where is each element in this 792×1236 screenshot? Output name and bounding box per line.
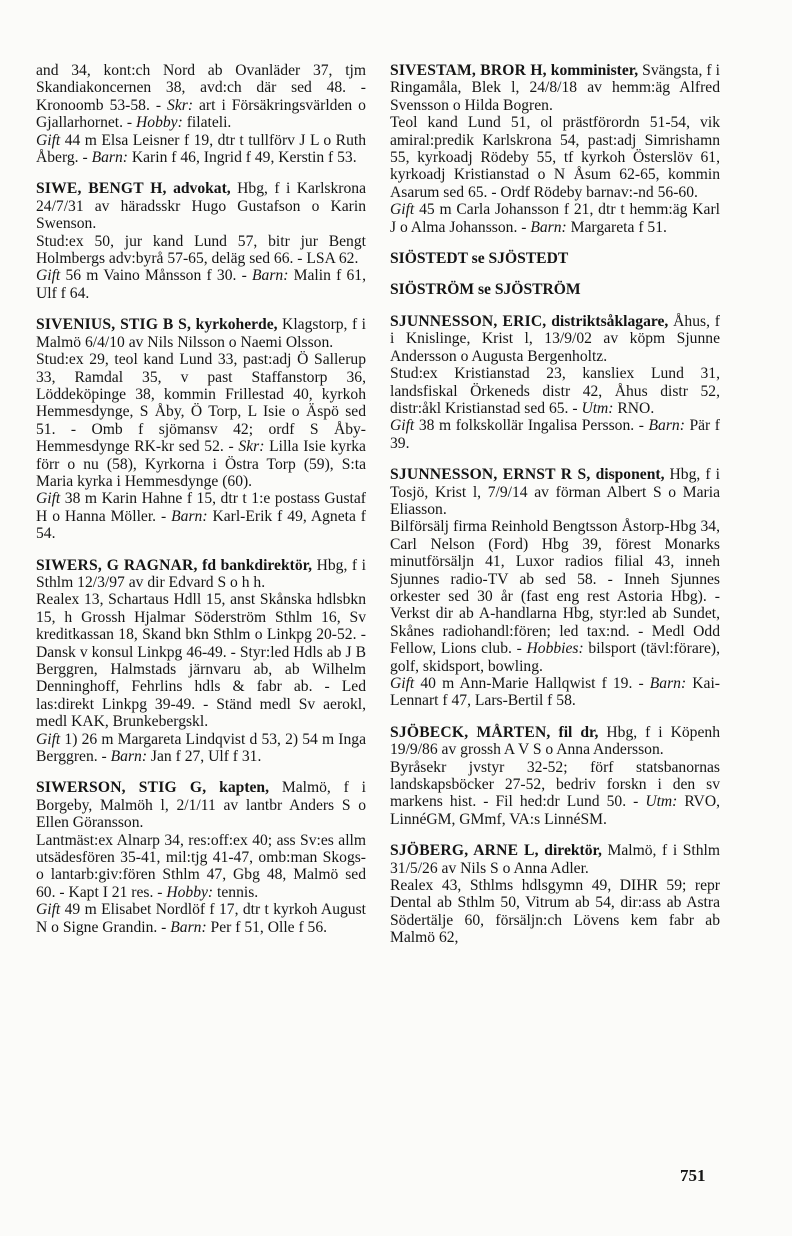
biography-entry xyxy=(36,557,366,766)
italic-label: Gift xyxy=(36,267,61,285)
cross-reference: SIÖSTEDT se SJÖSTEDT xyxy=(390,250,569,268)
italic-label: Hobbies: xyxy=(526,640,584,658)
entry-name: SIWERSON, STIG G, xyxy=(36,779,207,797)
entry-paragraph: Teol kand Lund 51, ol prästförordn 51-54, vik amiral:predik Karlskrona 54, past:adj Simrishamn 55, kyrkoadj Rödeby 55, tf kyrkoh Österslöv 61, kyrkoadj Kristianstad o N Åsum 62-65, kommin Asarum sed 65. - Ordf Rödeby barnav:-nd 56-60. xyxy=(390,114,720,201)
italic-label: Skr: xyxy=(238,438,265,456)
entry-paragraph: Byråsekr jvstyr 32-52; förf statsbanornas landskapsböcker 27-52, bedriv forskn i den sv markens hist. - Fil hed:dr Lund 50. - Utm: RVO, LinnéGM, GMmf, VA:s LinnéSM. xyxy=(390,758,720,828)
italic-label: Barn: xyxy=(170,918,207,936)
entry-title: advokat, xyxy=(166,180,231,198)
entry-paragraph: Gift 38 m Karin Hahne f 15, dtr t 1:e postass Gustaf H o Hanna Möller. - Barn: Karl-Erik f 49, Agneta f 54. xyxy=(36,490,366,543)
italic-label: Gift xyxy=(36,490,61,508)
italic-label: Gift xyxy=(390,675,415,692)
continuation-text: and 34, kont:ch Nord ab Ovanläder 37, tjm Skandiakoncernen 38, avd:ch där sed 48. - Kronoomb 53-58. - Skr: art i Försäkringsvärlden o Gjallarhornet. - Hobby: filateli. xyxy=(36,62,366,132)
entry-header: SIWERSON, STIG G, kapten, Malmö, f i Borgeby, Malmöh l, 2/1/11 av lantbr Anders S o Ellen Göransson. xyxy=(36,779,366,832)
entry-paragraph: Stud:ex Kristianstad 23, kansliex Lund 31, landsfiskal Örkeneds distr 42, Åhus distr 52, distr:åkl Kristianstad sed 65. - Utm: RNO. xyxy=(390,365,720,417)
italic-label: Barn: xyxy=(171,507,208,525)
entry-name: SIVENIUS, STIG B S, xyxy=(36,316,192,334)
entry-paragraph: Realex 13, Schartaus Hdll 15, anst Skånska hdlsbkn 15, h Grossh Hjalmar Söderström Sthlm 16, Sv kreditkassan 18, Skand bkn Sthlm o Linkpg 20-52. - Dansk v konsul Linkpg 46-49. - Styr:led Hdls ab J B Berggren, Halmstads järnvaru ab, ab Wilhelm Denninghoff, Fehrlins hdls & fabr ab. - Led las:direkt Linkpg 39-49. - Ständ medl Sv aerokl, medl KAK, Brunkebergskl. xyxy=(36,591,366,731)
biography-entry xyxy=(390,724,720,828)
right-entries-bottom xyxy=(390,313,720,947)
entry-title: disponent, xyxy=(590,466,665,484)
biography-entry xyxy=(36,316,366,542)
entry-header: SJÖBERG, ARNE L, direktör, Malmö, f i Sthlm 31/5/26 av Nils S o Anna Adler. xyxy=(390,842,721,877)
continuation-entry xyxy=(36,62,366,166)
entry-paragraph: Gift 49 m Elisabet Nordlöf f 17, dtr t kyrkoh August N o Signe Grandin. - Barn: Per f 51, Olle f 56. xyxy=(36,901,366,936)
entry-title: kapten, xyxy=(206,779,270,797)
entry-header: SJUNNESSON, ERIC, distriktsåklagare, Åhus, f i Knislinge, Krist l, 13/9/02 av köpm Sjunne Andersson o Augusta Bergenholtz. xyxy=(390,312,720,365)
cross-reference: SIÖSTRÖM se SJÖSTRÖM xyxy=(390,281,581,299)
italic-label: Gift xyxy=(390,201,415,219)
right-entries-top xyxy=(390,62,720,236)
italic-label: Barn: xyxy=(648,417,685,435)
continuation-family: Gift 44 m Elsa Leisner f 19, dtr t tullförv J L o Ruth Åberg. - Barn: Karin f 46, Ingrid f 49, Kerstin f 53. xyxy=(36,131,366,167)
italic-label: Utm: xyxy=(581,399,614,417)
entry-title: komminister, xyxy=(546,62,639,79)
entry-header: SJÖBECK, MÅRTEN, fil dr, Hbg, f i Köpenh 19/9/86 av grossh A V S o Anna Andersson. xyxy=(390,723,720,759)
entry-paragraph: Bilförsälj firma Reinhold Bengtsson Åstorp-Hbg 34, Carl Nelson (Ford) Hbg 39, förest Monarks minutförsäljn 41, Luxor radios filial 43, inneh Sjunnes radio-TV ab sed 58. - Inneh Sjunnes orkester sed 30 år (fast eng rest Astoria Hbg). - Verkst dir ab A-handlarna Hbg, styr:led ab Sundet, Skånes radiohandl:fören; led tax:nd. - Medl Odd Fellow, Lions club. - Hobbies: bilsport (tävl:förare), golf, skidsport, bowling. xyxy=(390,518,720,675)
entry-name: SIVESTAM, BROR H, xyxy=(390,62,547,79)
entry-title: distriktsåklagare, xyxy=(546,312,669,330)
italic-label: Gift xyxy=(36,730,61,748)
italic-label: Hobby: xyxy=(166,883,214,901)
biography-entry xyxy=(36,180,366,302)
left-column xyxy=(36,62,366,950)
italic-label: Barn: xyxy=(110,748,148,766)
entry-header: SIVENIUS, STIG B S, kyrkoherde, Klagstorp, f i Malmö 6/4/10 av Nils Nilsson o Naemi Olsson. xyxy=(36,316,367,351)
entry-name: SJUNNESSON, ERIC, xyxy=(390,312,547,330)
entry-title: direktör, xyxy=(538,842,602,860)
entry-header: SIWERS, G RAGNAR, fd bankdirektör, Hbg, f i Sthlm 12/3/97 av dir Edvard S o h h. xyxy=(36,556,366,591)
biography-entry xyxy=(390,466,720,710)
entry-paragraph: Gift 45 m Carla Johansson f 21, dtr t hemm:äg Karl J o Alma Johansson. - Barn: Margareta f 51. xyxy=(390,201,720,236)
entry-name: SJÖBECK, MÅRTEN, xyxy=(390,723,551,741)
entry-title: fd bankdirektör, xyxy=(197,556,313,574)
italic-label: Barn: xyxy=(649,675,687,692)
left-entries xyxy=(36,180,366,936)
entry-paragraph: Gift 38 m folkskollär Ingalisa Persson. - Barn: Pär f 39. xyxy=(390,417,721,452)
entry-header: SIVESTAM, BROR H, komminister, Svängsta, f i Ringamåla, Blek l, 24/8/18 av hemm:äg Alfred Svensson o Hilda Bogren. xyxy=(390,62,720,114)
entry-name: SJÖBERG, ARNE L, xyxy=(390,842,539,860)
entry-title: fil dr, xyxy=(550,723,599,741)
italic-label: Barn: xyxy=(91,149,128,167)
italic-label: Gift xyxy=(390,417,415,435)
italic-label: Gift xyxy=(36,131,61,149)
italic-label: Barn: xyxy=(252,267,289,285)
italic-label: Gift xyxy=(36,901,61,919)
biography-entry xyxy=(36,779,366,936)
entry-paragraph: Gift 1) 26 m Margareta Lindqvist d 53, 2) 54 m Inga Berggren. - Barn: Jan f 27, Ulf f 31. xyxy=(36,730,366,766)
entry-header: SJUNNESSON, ERNST R S, disponent, Hbg, f i Tosjö, Krist l, 7/9/14 av förman Albert S o Maria Eliasson. xyxy=(390,466,720,518)
page-number: 751 xyxy=(680,1166,706,1185)
biography-entry xyxy=(390,62,720,236)
entry-title: kyrkoherde, xyxy=(191,316,278,334)
italic-label: Barn: xyxy=(530,218,567,236)
biography-entry xyxy=(390,842,720,946)
entry-paragraph: Lantmäst:ex Alnarp 34, res:off:ex 40; ass Sv:es allm utsädesfören 35-41, mil:tjg 41-47, omb:man Skogs- o lantarb:giv:fören Sthlm 47, Gbg 48, Malmö sed 60. - Kapt I 21 res. - Hobby: tennis. xyxy=(36,831,366,901)
entry-paragraph: Gift 56 m Vaino Månsson f 30. - Barn: Malin f 61, Ulf f 64. xyxy=(36,267,366,302)
italic-label: Utm: xyxy=(645,793,678,811)
entry-paragraph: Gift 40 m Ann-Marie Hallqwist f 19. - Barn: Kai-Lennart f 47, Lars-Bertil f 58. xyxy=(390,675,720,710)
biography-entry xyxy=(390,313,720,452)
italic-label: Skr: xyxy=(167,96,194,114)
entry-header: SIWE, BENGT H, advokat, Hbg, f i Karlskrona 24/7/31 av häradsskr Hugo Gustafson o Karin Swenson. xyxy=(36,180,366,233)
entry-paragraph: Realex 43, Sthlms hdlsgymn 49, DIHR 59; repr Dental ab Sthlm 50, Vitrum ab 54, dir:ass ab Astra Södertälje 60, försäljn:ch Lövens kem fabr ab Malmö 62, xyxy=(390,877,720,947)
entry-paragraph: Stud:ex 50, jur kand Lund 57, bitr jur Bengt Holmbergs adv:byrå 57-65, deläg sed 66. - LSA 62. xyxy=(36,232,366,268)
right-column xyxy=(390,62,720,961)
entry-name: SJUNNESSON, ERNST R S, xyxy=(390,466,591,484)
italic-label: Hobby: xyxy=(136,114,183,132)
entry-paragraph: Stud:ex 29, teol kand Lund 33, past:adj Ö Sallerup 33, Ramdal 35, v past Staffanstorp 36, Löddeköpinge 38, kommin Frillestad 40, kyrkoh Hemmesdynge, S Åby, Ö Torp, L Isie o Äspö sed 51. - Omb f sjömansv 42; ordf S Åby-Hemmesdynge RK-kr sed 52. - Skr: Lilla Isie kyrka förr o nu (58), Kyrkorna i Östra Torp (59), S:ta Maria kyrka i Hemmesdynge (60). xyxy=(36,351,366,490)
entry-name: SIWE, BENGT H, xyxy=(36,180,167,198)
entry-name: SIWERS, G RAGNAR, xyxy=(36,556,198,574)
